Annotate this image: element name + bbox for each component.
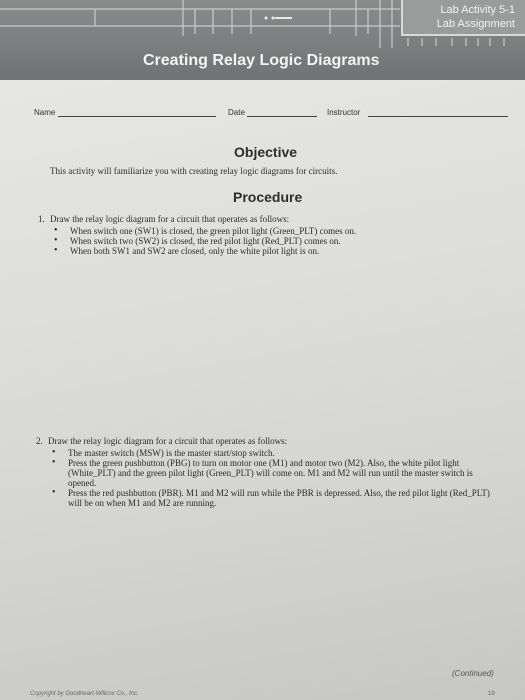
list-item: • The master switch (MSW) is the master start/stop switch. — [52, 447, 275, 458]
name-field[interactable] — [58, 116, 216, 117]
lab-assignment-label: Lab Assignment — [436, 18, 515, 30]
list-item: • When both SW1 and SW2 are closed, only the white pilot light is on. — [54, 245, 320, 256]
procedure-item-1 — [38, 214, 289, 224]
bullet-icon: • — [54, 225, 58, 236]
lab-activity-label: Lab Activity 5-1 — [440, 4, 515, 16]
instructor-field[interactable] — [368, 116, 508, 117]
list-item: • Press the green pushbutton (PBG) to turn on motor one (M1) and motor two (M2). Also, the white pilot light (White_PLT) and the green pilot light (Green_PLT) will come on. M1 and M2 will run until the master switch is opened. — [52, 457, 473, 488]
bullet-icon: • — [54, 235, 58, 246]
bullet-icon: • — [54, 245, 58, 256]
list-item: • Press the red pushbutton (PBR). M1 and M2 will run while the PBR is depressed. Also, the red pilot light (Red_PLT) will be on when M1 and M2 are running. — [52, 487, 490, 508]
name-label: Name — [34, 108, 56, 117]
list-item: • When switch one (SW1) is closed, the green pilot light (Green_PLT) comes on. — [54, 225, 357, 236]
page-title: Creating Relay Logic Diagrams — [143, 52, 380, 69]
procedure-heading: Procedure — [233, 189, 303, 205]
item-number: 1. — [38, 214, 45, 224]
bullet-icon: • — [52, 447, 56, 458]
bullet-icon: • — [52, 487, 56, 498]
continued-label: (Continued) — [452, 669, 494, 678]
procedure-item-1-bullets — [52, 226, 492, 256]
item-text: Draw the relay logic diagram for a circuit that operates as follows: — [50, 214, 290, 224]
item-text: Draw the relay logic diagram for a circuit that operates as follows: — [48, 436, 288, 446]
copyright-text: Copyright by Goodheart-Willcox Co., Inc. — [30, 691, 139, 697]
objective-text: This activity will familiarize you with creating relay logic diagrams for circuits. — [50, 166, 338, 176]
date-label: Date — [228, 108, 245, 117]
item-number: 2. — [36, 436, 43, 446]
header-band — [0, 0, 525, 80]
instructor-label: Instructor — [327, 108, 361, 117]
date-field[interactable] — [247, 116, 317, 117]
procedure-item-2-bullets — [50, 448, 502, 508]
procedure-item-2 — [36, 436, 287, 446]
objective-heading: Objective — [234, 144, 298, 160]
page-number: 19 — [488, 691, 495, 697]
list-item: • When switch two (SW2) is closed, the red pilot light (Red_PLT) comes on. — [54, 235, 341, 246]
bullet-icon: • — [52, 457, 56, 468]
